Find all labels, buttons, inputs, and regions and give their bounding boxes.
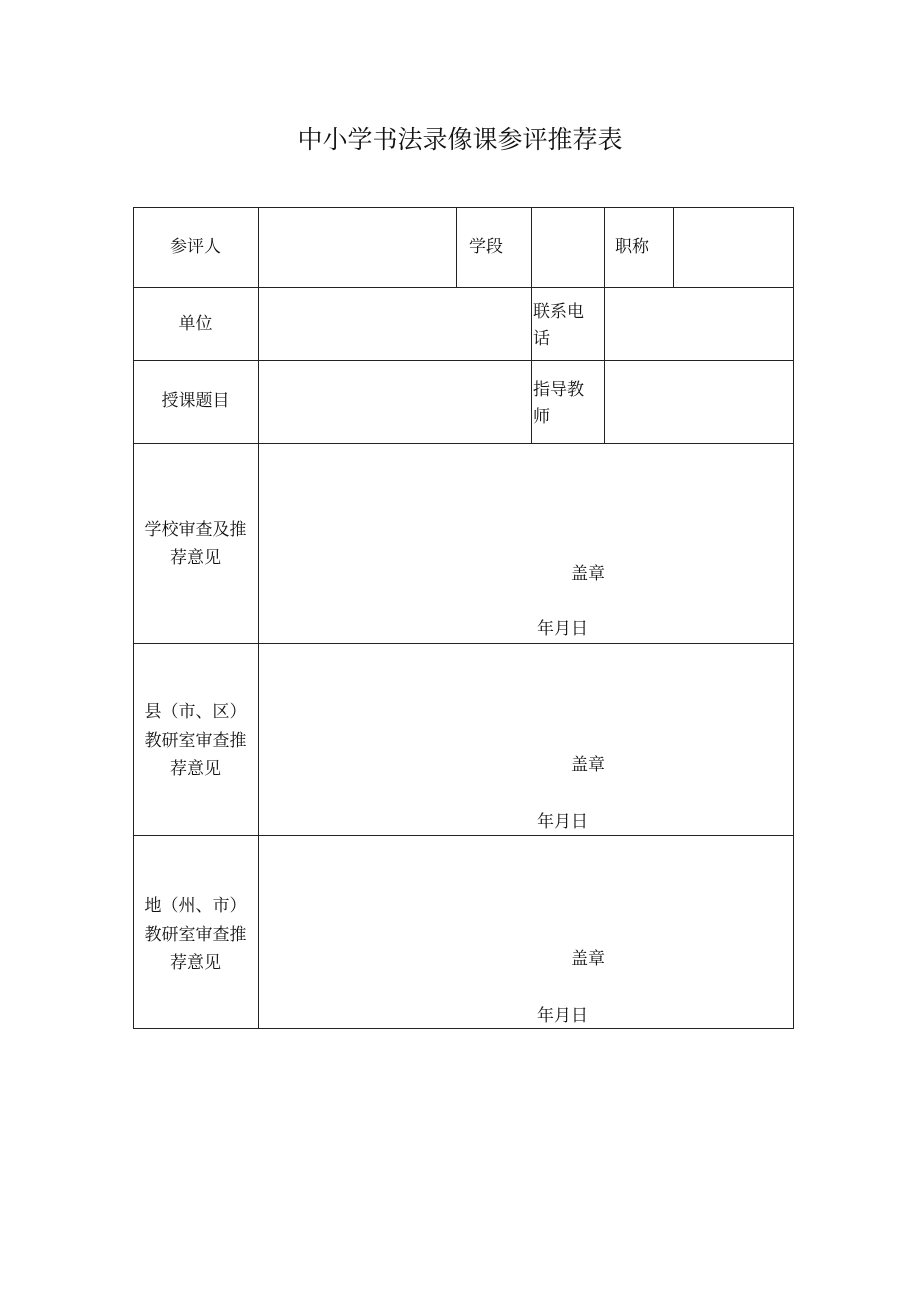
unit-field[interactable] bbox=[259, 288, 531, 360]
label-phone-line1: 联系电 bbox=[533, 302, 584, 322]
label-school-review-line2: 荐意见 bbox=[170, 548, 221, 568]
column-divider bbox=[456, 207, 457, 287]
recommendation-form-table bbox=[133, 207, 794, 1029]
seal-label: 盖章 bbox=[571, 949, 605, 969]
school-review-field[interactable] bbox=[259, 444, 793, 643]
table-border-bottom bbox=[133, 1028, 794, 1029]
professional-title-field[interactable] bbox=[674, 208, 793, 287]
label-instructor-line2: 师 bbox=[533, 407, 550, 427]
label-county-review-line2: 教研室审查推 bbox=[144, 731, 247, 751]
date-label: 年月日 bbox=[537, 812, 588, 832]
label-instructor-line1: 指导教 bbox=[533, 380, 584, 400]
prefecture-review-field[interactable] bbox=[259, 836, 793, 1028]
label-prefecture-review-line1: 地（州、市） bbox=[144, 896, 247, 916]
date-label: 年月日 bbox=[537, 1006, 588, 1026]
instructor-field[interactable] bbox=[605, 361, 793, 443]
seal-label: 盖章 bbox=[571, 755, 605, 775]
school-stage-field[interactable] bbox=[532, 208, 604, 287]
participant-field[interactable] bbox=[259, 208, 456, 287]
label-prefecture-review-line3: 荐意见 bbox=[170, 953, 221, 973]
label-school-review-line1: 学校审查及推 bbox=[144, 520, 247, 540]
page-title: 中小学书法录像课参评推荐表 bbox=[297, 125, 623, 154]
county-review-field[interactable] bbox=[259, 644, 793, 835]
date-label: 年月日 bbox=[537, 619, 588, 639]
table-border-right bbox=[793, 207, 794, 1029]
label-county-review-line1: 县（市、区） bbox=[144, 702, 247, 722]
label-county-review-line3: 荐意见 bbox=[170, 759, 221, 779]
phone-field[interactable] bbox=[605, 288, 793, 360]
label-school-stage: 学段 bbox=[469, 237, 503, 257]
label-professional-title: 职称 bbox=[615, 237, 649, 257]
seal-label: 盖章 bbox=[571, 564, 605, 584]
label-participant: 参评人 bbox=[170, 237, 221, 257]
label-prefecture-review-line2: 教研室审查推 bbox=[144, 925, 247, 945]
label-phone-line2: 话 bbox=[533, 329, 550, 349]
lesson-topic-field[interactable] bbox=[259, 361, 531, 443]
label-lesson-topic: 授课题目 bbox=[161, 391, 230, 411]
label-unit: 单位 bbox=[178, 314, 213, 334]
